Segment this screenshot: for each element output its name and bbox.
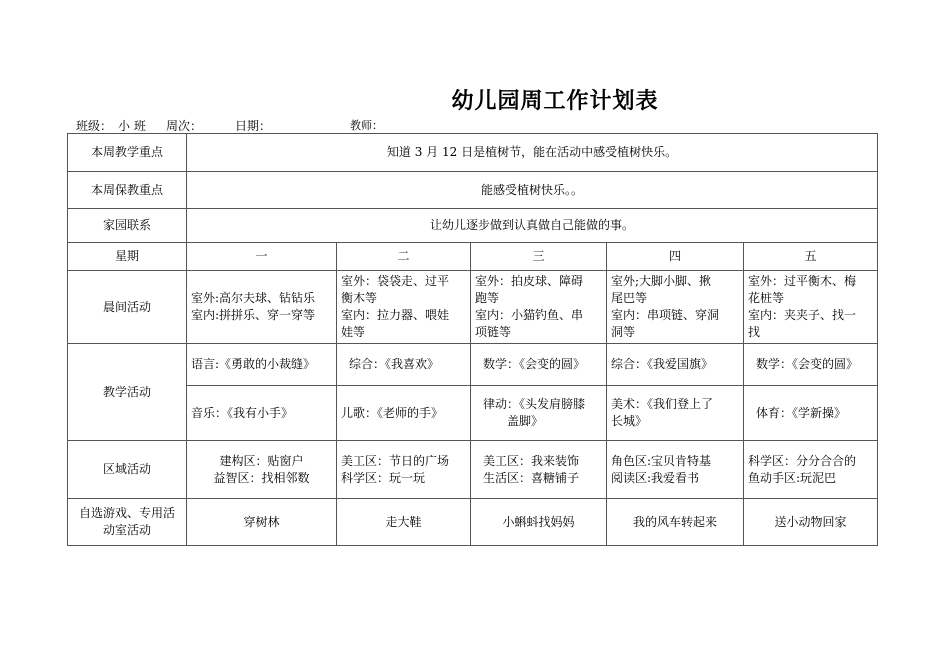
- area-cell-5: 科学区：分分合合的 鱼动手区:玩泥巴: [744, 441, 878, 499]
- games-label: 自选游戏、专用活 动室活动: [68, 499, 187, 546]
- morning-cell-4: 室外;大脚小脚、揪 尾巴等 室内：串项链、穿洞 洞等: [607, 271, 744, 344]
- morning-cell-1: 室外:高尔夫球、钻钻乐 室内:拼拼乐、穿一穿等: [187, 271, 337, 344]
- games-cell-2: 走大鞋: [337, 499, 471, 546]
- morning-cell-3: 室外：拍皮球、障碍 跑等 室内：小猫钓鱼、串 项链等: [471, 271, 607, 344]
- area-cell-3: 美工区：我来装饰 生活区：喜糖铺子: [471, 441, 607, 499]
- teaching-1-5: 数学：《会变的圆》: [744, 344, 878, 386]
- teaching-2-2: 儿歌：《老师的手》: [337, 386, 471, 441]
- teaching-2-3: 律动：《头发肩膀膝 盖脚》: [471, 386, 607, 441]
- teaching-2-4: 美术：《我们登上了 长城》: [607, 386, 744, 441]
- teaching-1-1: 语言:《勇敢的小裁缝》: [187, 344, 337, 386]
- games-cell-4: 我的风车转起来: [607, 499, 744, 546]
- weekday-label: 星期: [68, 243, 187, 271]
- row-home-contact: [68, 209, 878, 243]
- games-cell-5: 送小动物回家: [744, 499, 878, 546]
- morning-label: 晨间活动: [68, 271, 187, 344]
- teaching-2-5: 体育：《学新操》: [744, 386, 878, 441]
- teaching-1-2: 综合：《我喜欢》: [337, 344, 471, 386]
- row-free-games: [68, 499, 878, 546]
- row-teaching-activity-2: [68, 386, 878, 441]
- morning-cell-5: 室外：过平衡木、梅 花桩等 室内：夹夹子、找一 找: [744, 271, 878, 344]
- weekday-3: 三: [471, 243, 607, 271]
- week-label: 周次：: [166, 119, 203, 133]
- row-teaching-focus: [68, 134, 878, 172]
- class-label: 班级：: [76, 119, 113, 133]
- games-cell-3: 小蝌蚪找妈妈: [471, 499, 607, 546]
- teaching-2-1: 音乐：《我有小手》: [187, 386, 337, 441]
- row-teaching-activity-1: [68, 344, 878, 386]
- teaching-1-3: 数学：《会变的圆》: [471, 344, 607, 386]
- area-cell-1: 建构区：贴窗户 益智区：找相邻数: [187, 441, 337, 499]
- date-label: 日期：: [235, 119, 272, 133]
- care-focus-label: 本周保教重点: [68, 172, 187, 209]
- teaching-focus-value: 知道 3 月 12 日是植树节，能在活动中感受植树快乐。: [187, 134, 878, 172]
- morning-cell-2: 室外：袋袋走、过平 衡木等 室内：拉力器、喂娃 娃等: [337, 271, 471, 344]
- weekly-plan-table: [67, 133, 878, 546]
- weekday-4: 四: [607, 243, 744, 271]
- class-value: 小 班: [118, 119, 146, 133]
- games-cell-1: 穿树林: [187, 499, 337, 546]
- teaching-label: 教学活动: [68, 344, 187, 441]
- teaching-1-4: 综合：《我爱国旗》: [607, 344, 744, 386]
- area-cell-2: 美工区：节日的广场 科学区：玩一玩: [337, 441, 471, 499]
- home-contact-value: 让幼儿逐步做到认真做自己能做的事。: [187, 209, 878, 243]
- page-title: 幼儿园周工作计划表: [451, 88, 659, 114]
- row-area-activity: [68, 441, 878, 499]
- row-weekday: [68, 243, 878, 271]
- care-focus-value: 能感受植树快乐。。: [187, 172, 878, 209]
- row-care-focus: [68, 172, 878, 209]
- teacher-label: 教师：: [350, 119, 383, 132]
- weekday-2: 二: [337, 243, 471, 271]
- weekday-5: 五: [744, 243, 878, 271]
- row-morning-activity: [68, 271, 878, 344]
- area-label: 区域活动: [68, 441, 187, 499]
- area-cell-4: 角色区:宝贝肯特基 阅读区:我爱看书: [607, 441, 744, 499]
- weekday-1: 一: [187, 243, 337, 271]
- home-contact-label: 家园联系: [68, 209, 187, 243]
- teaching-focus-label: 本周教学重点: [68, 134, 187, 172]
